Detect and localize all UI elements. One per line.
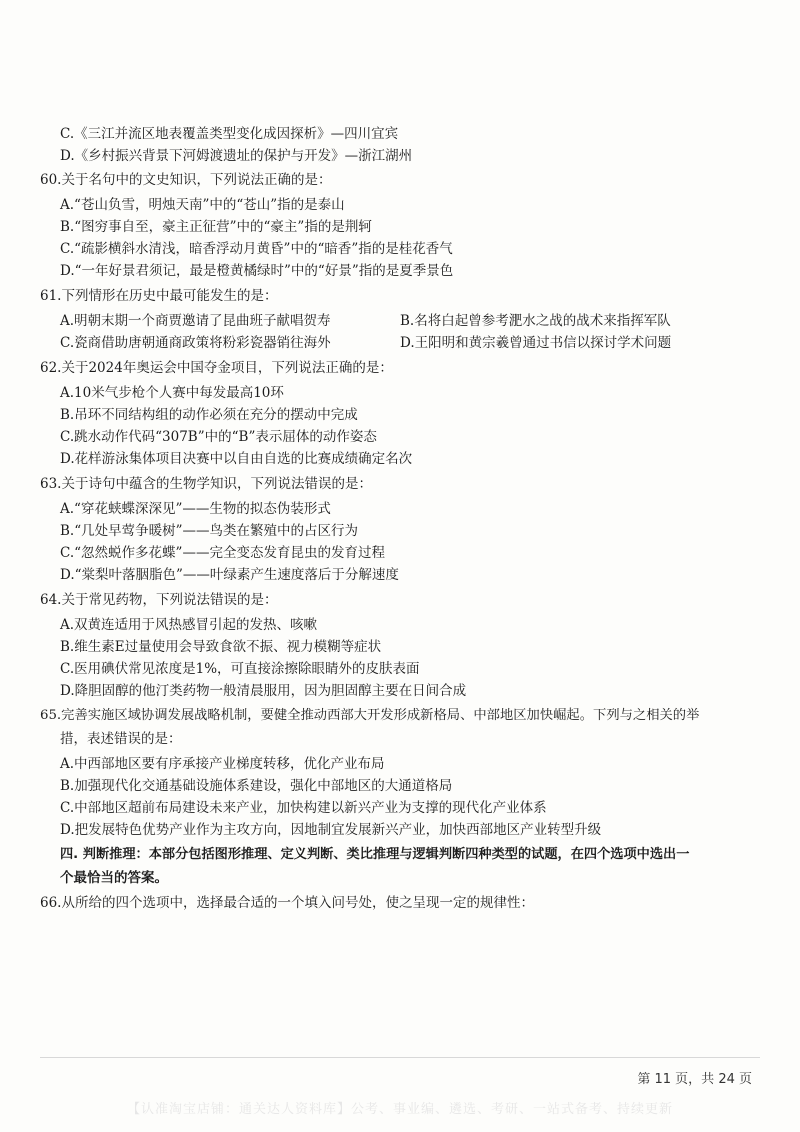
q63-option-c: C.“忽然蜕作多花蝶”——完全变态发育昆虫的发育过程 xyxy=(60,545,385,561)
q63-option-d: D.“棠梨叶落胭脂色”——叶绿素产生速度落后于分解速度 xyxy=(60,567,399,583)
q63-option-a: A.“穿花蛱蝶深深见”——生物的拟态伪装形式 xyxy=(60,501,331,517)
q64-option-a: A.双黄连适用于风热感冒引起的发热、咳嗽 xyxy=(60,617,318,633)
q65-option-b: B.加强现代化交通基础设施体系建设，强化中部地区的大通道格局 xyxy=(60,778,453,794)
q64-stem: 64.关于常见药物，下列说法错误的是： xyxy=(40,592,278,608)
q64-option-c: C.医用碘伏常见浓度是1%，可直接涂擦除眼睛外的皮肤表面 xyxy=(60,661,420,677)
q61-option-d: D.王阳明和黄宗羲曾通过书信以探讨学术问题 xyxy=(400,335,672,351)
q60-option-c: C.“疏影横斜水清浅，暗香浮动月黄昏”中的“暗香”指的是桂花香气 xyxy=(60,241,453,257)
q63-option-b: B.“几处早莺争暖树”——鸟类在繁殖中的占区行为 xyxy=(60,523,359,539)
q64-option-d: D.降胆固醇的他汀类药物一般清晨服用，因为胆固醇主要在日间合成 xyxy=(60,683,467,699)
q65-option-a: A.中西部地区要有序承接产业梯度转移，优化产业布局 xyxy=(60,756,385,772)
q62-option-b: B.吊环不同结构组的动作必须在充分的摆动中完成 xyxy=(60,407,358,423)
section4-heading-line1: 四. 判断推理：本部分包括图形推理、定义判断、类比推理与逻辑判断四种类型的试题，在四个选项中选出一 xyxy=(60,847,690,862)
q65-option-c: C.中部地区超前布局建设未来产业，加快构建以新兴产业为支撑的现代化产业体系 xyxy=(60,800,547,816)
footer-divider xyxy=(40,1057,760,1058)
q62-stem: 62.关于2024年奥运会中国夺金项目，下列说法正确的是： xyxy=(40,360,393,376)
q65-option-d: D.把发展特色优势产业作为主攻方向，因地制宜发展新兴产业，加快西部地区产业转型升级 xyxy=(60,822,602,838)
q61-option-a: A.明朝末期一个商贾邀请了昆曲班子献唱贺寿 xyxy=(60,313,331,329)
q62-option-d: D.花样游泳集体项目决赛中以自由自选的比赛成绩确定名次 xyxy=(60,451,413,467)
q59-option-c: C.《三江并流区地表覆盖类型变化成因探析》—四川宜宾 xyxy=(60,126,399,142)
q61-option-b: B.名将白起曾参考淝水之战的战术来指挥军队 xyxy=(400,313,671,329)
q63-stem: 63.关于诗句中蕴含的生物学知识，下列说法错误的是： xyxy=(40,476,372,492)
watermark-text: 【认准淘宝店铺：通关达人资料库】公考、事业编、遴选、考研、一站式备考、持续更新 xyxy=(126,1102,673,1117)
q65-stem-line1: 65.完善实施区域协调发展战略机制，要健全推动西部大开发形成新格局、中部地区加快崛起。下列与之相关的举 xyxy=(40,708,700,723)
q60-stem: 60.关于名句中的文史知识，下列说法正确的是： xyxy=(40,172,332,188)
q60-option-d: D.“一年好景君须记，最是橙黄橘绿时”中的“好景”指的是夏季景色 xyxy=(60,263,454,279)
q65-stem-line2: 措，表述错误的是： xyxy=(60,731,182,747)
section4-heading-line2: 个最恰当的答案。 xyxy=(60,870,168,886)
q60-option-a: A.“苍山负雪，明烛天南”中的“苍山”指的是泰山 xyxy=(60,197,345,213)
q64-option-b: B.维生素E过量使用会导致食欲不振、视力模糊等症状 xyxy=(60,639,382,655)
q66-stem: 66.从所给的四个选项中，选择最合适的一个填入问号处，使之呈现一定的规律性： xyxy=(40,895,534,911)
q62-option-c: C.跳水动作代码“307B”中的“B”表示屈体的动作姿态 xyxy=(60,429,377,445)
page-number: 第 11 页，共 24 页 xyxy=(637,1072,752,1087)
q60-option-b: B.“图穷事自至，豪主正征营”中的“豪主”指的是荆轲 xyxy=(60,219,372,235)
q59-option-d: D.《乡村振兴背景下河姆渡遗址的保护与开发》—浙江湖州 xyxy=(60,148,413,164)
q61-option-c: C.瓷商借助唐朝通商政策将粉彩瓷器销往海外 xyxy=(60,335,331,351)
q62-option-a: A.10米气步枪个人赛中每发最高10环 xyxy=(60,385,284,401)
q61-stem: 61.下列情形在历史中最可能发生的是： xyxy=(40,288,278,304)
